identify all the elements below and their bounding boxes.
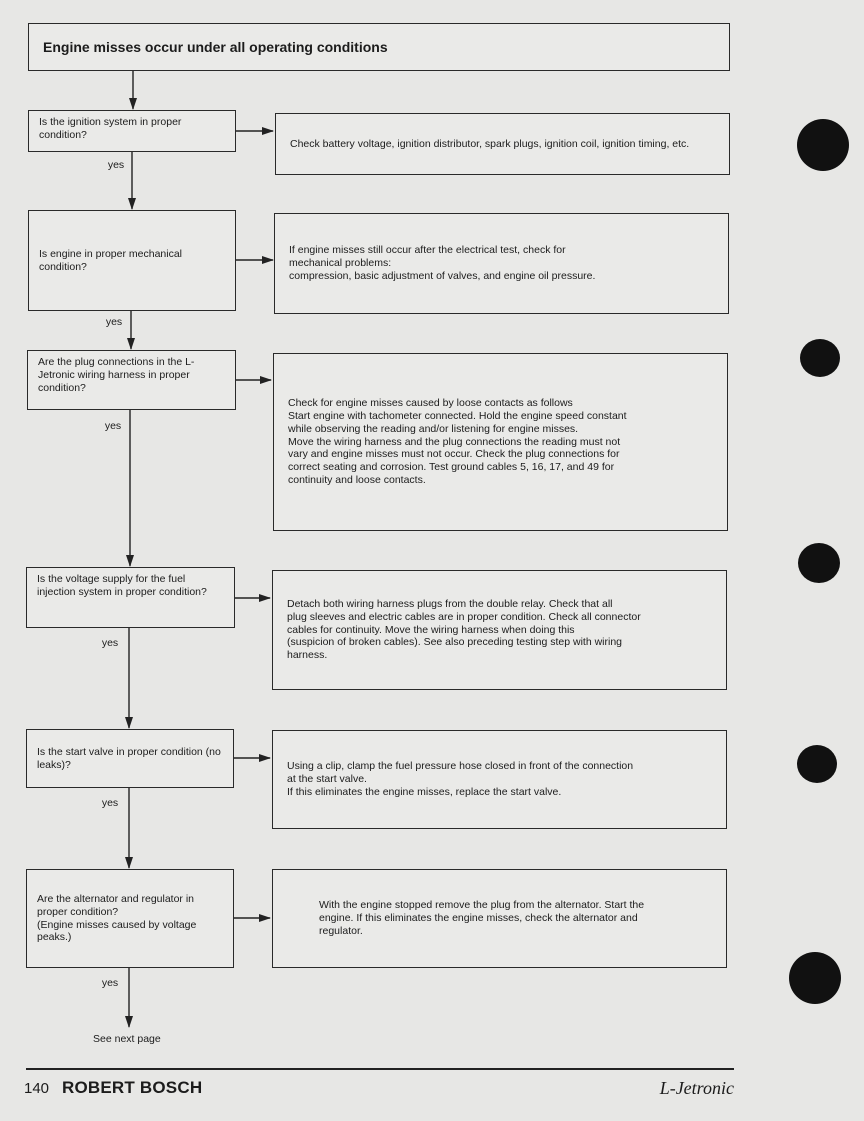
action-box-1 [275,113,730,175]
question-box-6 [26,869,234,968]
action-box-5 [272,730,727,829]
action-text-6: With the engine stopped remove the plug from the alternator. Start the engine. If this eliminates the engine misses, check the alternator and regulator. [319,899,645,937]
binder-hole [797,745,837,783]
action-text-1: Check battery voltage, ignition distributor, spark plugs, ignition coil, ignition timing, etc. [290,137,690,150]
question-box-1 [28,110,236,152]
question-box-5 [26,729,234,788]
question-text-2: Is engine in proper mechanical condition? [39,247,183,273]
action-text-3: Check for engine misses caused by loose contacts as follows Start engine with tachometer connected. Hold the engine speed constant while observing the reading and/or listening for engine misses. Move the wiring harness and the plug connections the reading must not vary and engine misses must not occur. Check the plug connections for correct seating and corrosion. Test ground cables 5, 16, 17, and 49 for continuity and loose contacts. [288,397,627,486]
action-box-4 [272,570,727,690]
binder-hole [789,952,841,1004]
action-text-5: Using a clip, clamp the fuel pressure hose closed in front of the connection at the start valve. If this eliminates the engine misses, replace the start valve. [287,760,634,798]
footer-rule [26,1068,734,1070]
action-box-3 [273,353,728,531]
question-box-2 [28,210,236,311]
binder-hole [798,543,840,583]
question-text-4: Is the voltage supply for the fuel injection system in proper condition? [37,573,207,598]
binder-hole [800,339,840,377]
action-box-6 [272,869,727,968]
question-text-3: Are the plug connections in the L-Jetronic wiring harness in proper condition? [38,356,195,394]
yes-label-4: yes [101,637,119,649]
yes-label-2: yes [105,316,123,328]
yes-label-6: yes [101,977,119,989]
binder-hole [797,119,849,171]
question-box-4 [26,567,235,628]
yes-label-3: yes [104,420,122,432]
see-next-page-label: See next page [93,1033,161,1045]
page-number: 140 [24,1080,50,1097]
action-text-4: Detach both wiring harness plugs from the double relay. Check that all plug sleeves and electric cables are in proper condition. Check all connector cables for continuity. Move the wiring harness when doing this (suspicion of broken cables). See also preceding testing step with wiring harness. [287,598,641,662]
yes-label-1: yes [107,159,125,171]
flowchart-title: Engine misses occur under all operating conditions [43,38,388,55]
action-box-2 [274,213,729,314]
brand-name: ROBERT BOSCH [62,1078,203,1097]
product-name: L-Jetronic [659,1078,734,1098]
question-text-1: Is the ignition system in proper condition? [39,116,182,141]
question-text-5: Is the start valve in proper condition (no leaks)? [37,745,221,771]
title-box [28,23,730,71]
question-box-3 [27,350,236,410]
yes-label-5: yes [101,797,119,809]
action-text-2: If engine misses still occur after the electrical test, check for mechanical problems: compression, basic adjustment of valves, and engine oil pressure. [289,244,596,282]
question-text-6: Are the alternator and regulator in proper condition? (Engine misses caused by voltage peaks.) [37,892,197,944]
